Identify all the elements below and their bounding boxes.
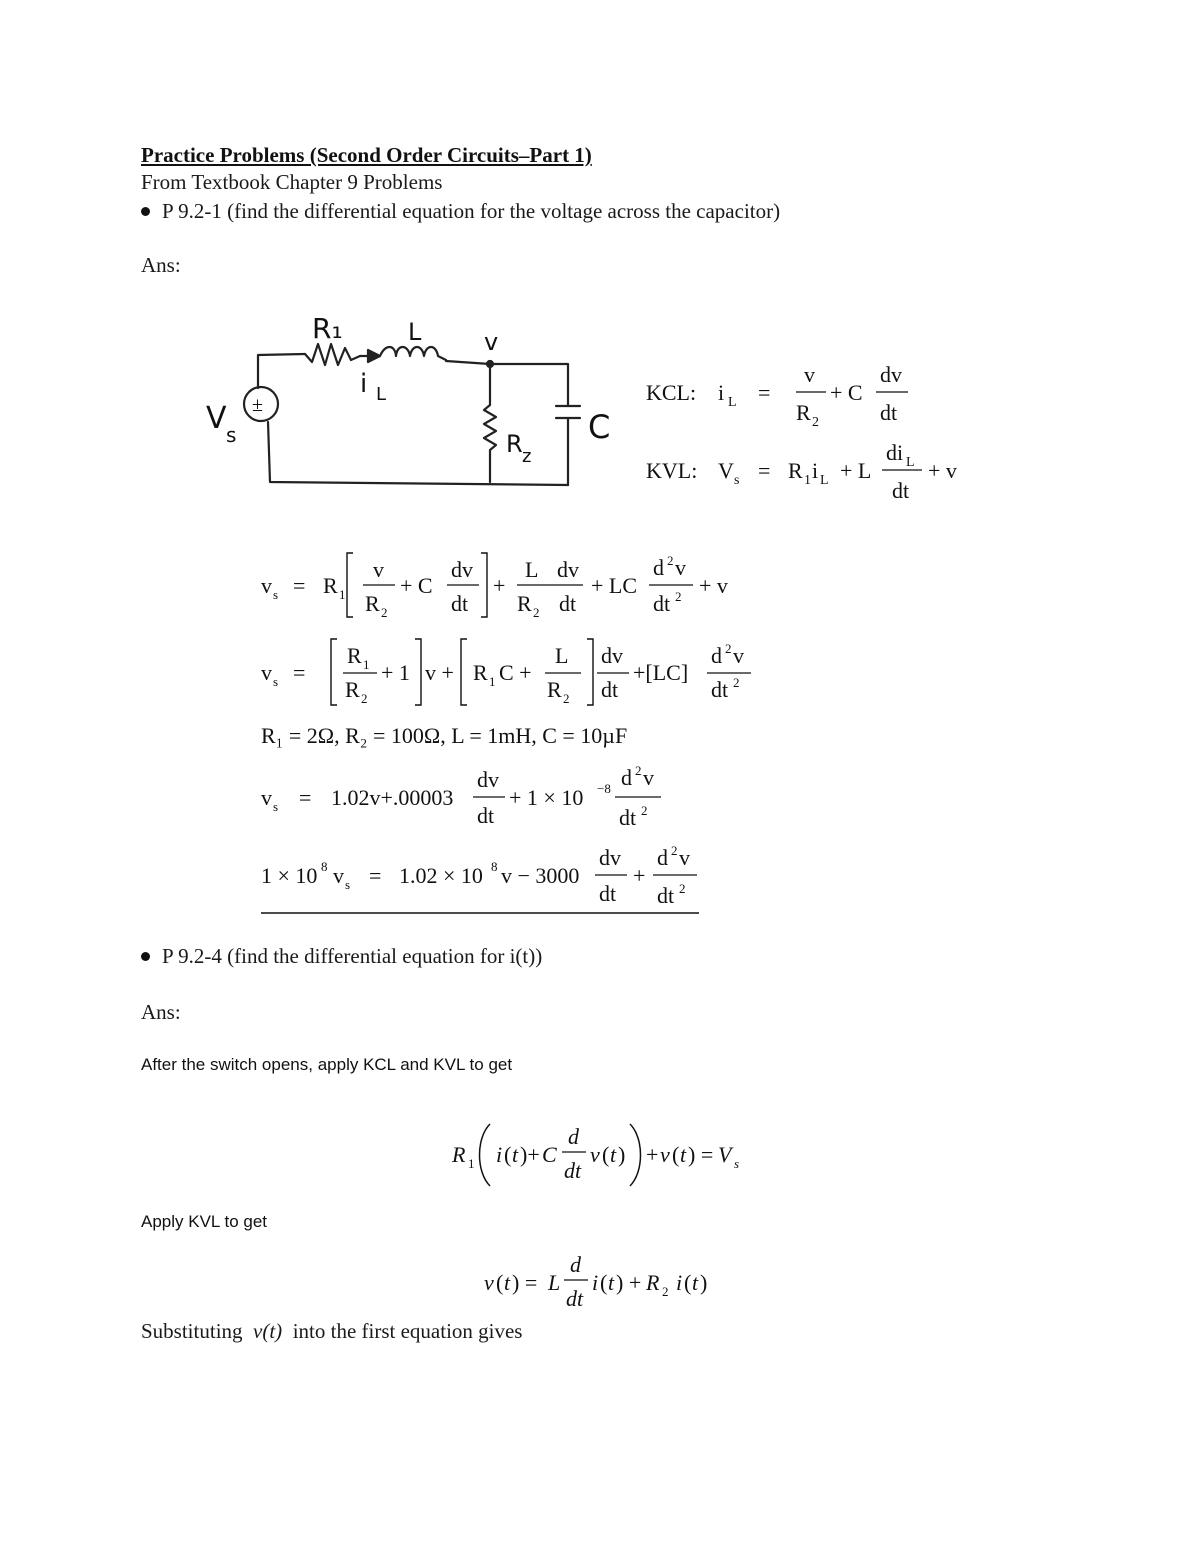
svg-text:R: R (347, 643, 362, 668)
svg-text:R: R (365, 591, 380, 616)
svg-text:s: s (273, 587, 279, 602)
svg-text:R: R (345, 677, 360, 702)
answer-label-2: Ans: (141, 1000, 181, 1024)
page-title: Practice Problems (Second Order Circuits–Part 1) (141, 143, 592, 167)
svg-text:R: R (788, 458, 803, 483)
svg-text:dt: dt (477, 803, 495, 828)
svg-text:d: d (568, 1124, 579, 1149)
svg-text:dt: dt (711, 677, 729, 702)
svg-text:+[LC]: +[LC] (633, 660, 689, 685)
svg-text:=: = (369, 863, 382, 888)
svg-text:=: = (293, 573, 306, 598)
derivation-equations (255, 545, 815, 925)
svg-text:=: = (299, 785, 312, 810)
svg-text:R: R (473, 660, 488, 685)
svg-text:2: 2 (725, 641, 732, 656)
svg-text:R: R (517, 591, 532, 616)
svg-text:dv: dv (557, 557, 579, 582)
svg-text:i: i (496, 1142, 503, 1167)
svg-text:dt: dt (657, 883, 675, 908)
svg-text:=: = (758, 458, 771, 483)
svg-text:v: v (675, 555, 686, 580)
svg-text:dt: dt (599, 881, 617, 906)
svg-text:1: 1 (489, 674, 496, 689)
v-of-t-symbol: v(t) (247, 1319, 288, 1343)
svg-text:(: ( (672, 1142, 680, 1167)
inductor-l (380, 347, 446, 360)
svg-text:+ 1: + 1 (381, 660, 410, 685)
svg-text:v: v (643, 765, 654, 790)
svg-text:1: 1 (804, 473, 811, 488)
svg-text:) =: ) = (688, 1142, 714, 1167)
source-sign: ± (252, 394, 263, 416)
svg-text:i: i (718, 380, 725, 405)
svg-text:R: R (452, 1142, 466, 1167)
svg-text:2: 2 (671, 843, 678, 858)
svg-text:L: L (820, 473, 829, 488)
substituting-pre: Substituting (141, 1319, 243, 1343)
svg-text:): ) (700, 1270, 708, 1295)
svg-text:+ LC: + LC (591, 573, 638, 598)
svg-text:dt: dt (559, 591, 577, 616)
svg-text:v: v (333, 863, 344, 888)
svg-text:+ C: + C (400, 573, 433, 598)
svg-text:t: t (608, 1270, 615, 1295)
svg-text:)+: )+ (520, 1142, 540, 1167)
svg-text:C +: C + (499, 660, 532, 685)
svg-text:t: t (692, 1270, 699, 1295)
svg-text:dt: dt (880, 400, 898, 425)
component-values: R₁ = 2Ω, R₂ = 100Ω, L = 1mH, C = 10µF (261, 723, 628, 748)
svg-text:2: 2 (641, 803, 648, 818)
svg-text:s: s (273, 799, 279, 814)
problem-2-label: P 9.2-4 (find the differential equation for i(t)) (162, 944, 543, 968)
svg-text:(: ( (684, 1270, 692, 1295)
label-r1: R₁ (312, 312, 343, 345)
svg-text:i: i (812, 458, 819, 483)
svg-text:dv: dv (599, 845, 621, 870)
svg-text:L: L (525, 557, 539, 582)
svg-text:1: 1 (363, 657, 370, 672)
equation-kvl (482, 1252, 732, 1316)
label-node-v: v (484, 328, 499, 356)
svg-text:v: v (733, 643, 744, 668)
circuit-diagram (200, 310, 630, 500)
svg-text:s: s (734, 473, 740, 488)
svg-text:di: di (886, 440, 904, 465)
svg-text:=: = (293, 660, 306, 685)
svg-text:2: 2 (812, 415, 819, 430)
svg-text:C: C (542, 1142, 557, 1167)
svg-text:R: R (646, 1270, 660, 1295)
svg-text:v: v (373, 557, 384, 582)
svg-text:v: v (660, 1142, 670, 1167)
label-r2-sub: z (522, 446, 532, 467)
current-arrow-icon (368, 350, 380, 362)
svg-text:d: d (621, 765, 632, 790)
svg-text:s: s (345, 877, 351, 892)
label-il: i (360, 369, 368, 399)
svg-text:L: L (548, 1270, 561, 1295)
label-il-sub: L (376, 384, 387, 405)
apply-kvl-text: Apply KVL to get (141, 1212, 268, 1231)
svg-text:2: 2 (733, 675, 740, 690)
svg-text:t: t (512, 1142, 519, 1167)
svg-text:): ) (618, 1142, 626, 1167)
svg-text:2: 2 (635, 763, 642, 778)
kcl-kvl-equations (640, 360, 980, 510)
svg-text:dt: dt (451, 591, 469, 616)
svg-text:2: 2 (662, 1284, 669, 1299)
svg-text:L: L (555, 643, 569, 668)
svg-text:1: 1 (339, 587, 346, 602)
svg-text:+ L: + L (840, 458, 872, 483)
svg-text:v: v (261, 573, 272, 598)
svg-text:2: 2 (381, 605, 388, 620)
svg-text:(: ( (602, 1142, 610, 1167)
subtitle: From Textbook Chapter 9 Problems (141, 170, 443, 194)
bullet-icon (141, 207, 150, 216)
svg-text:+ C: + C (830, 380, 863, 405)
svg-text:t: t (680, 1142, 687, 1167)
svg-text:i: i (676, 1270, 683, 1295)
svg-text:+ v: + v (699, 573, 728, 598)
svg-text:L: L (906, 455, 915, 470)
svg-text:dv: dv (601, 643, 623, 668)
svg-text:1.02v+.00003: 1.02v+.00003 (331, 785, 454, 810)
svg-text:) =: ) = (512, 1270, 538, 1295)
after-switch-text: After the switch opens, apply KCL and KVL to get (141, 1055, 513, 1074)
svg-text:dv: dv (451, 557, 473, 582)
svg-text:s: s (273, 674, 279, 689)
svg-text:1.02 × 10: 1.02 × 10 (399, 863, 483, 888)
svg-text:2: 2 (667, 553, 674, 568)
svg-text:2: 2 (675, 589, 682, 604)
svg-text:t: t (504, 1270, 511, 1295)
svg-text:2: 2 (563, 691, 570, 706)
svg-text:dt: dt (601, 677, 619, 702)
svg-text:v: v (261, 785, 272, 810)
svg-text:2: 2 (533, 605, 540, 620)
problem-2-item (141, 944, 542, 969)
svg-text:+ v: + v (928, 458, 957, 483)
svg-text:dt: dt (619, 805, 637, 830)
svg-text:2: 2 (361, 691, 368, 706)
svg-text:v: v (484, 1270, 494, 1295)
svg-text:t: t (610, 1142, 617, 1167)
svg-text:R: R (323, 573, 338, 598)
svg-text:V: V (718, 1142, 732, 1167)
svg-text:i: i (592, 1270, 599, 1295)
svg-text:dv: dv (477, 767, 499, 792)
svg-text:(: ( (504, 1142, 512, 1167)
resistor-r2 (484, 364, 496, 482)
svg-text:d: d (570, 1252, 581, 1277)
kcl-label: KCL: (646, 380, 697, 405)
svg-text:dt: dt (566, 1286, 584, 1311)
svg-text:1: 1 (468, 1156, 475, 1171)
wire-top-right (446, 361, 568, 406)
svg-text:+ 1 × 10: + 1 × 10 (509, 785, 584, 810)
svg-text:+: + (646, 1142, 659, 1167)
label-l: L (408, 318, 422, 346)
svg-text:v: v (261, 660, 272, 685)
svg-text:dt: dt (653, 591, 671, 616)
bullet-icon (141, 952, 150, 961)
svg-text:(: ( (600, 1270, 608, 1295)
equation-kcl-kvl (450, 1118, 770, 1190)
svg-text:dt: dt (892, 478, 910, 503)
svg-text:v: v (679, 845, 690, 870)
svg-text:R: R (796, 400, 811, 425)
svg-text:v: v (590, 1142, 600, 1167)
resistor-r1 (305, 344, 360, 365)
svg-text:d: d (711, 643, 722, 668)
svg-text:v − 3000: v − 3000 (501, 863, 580, 888)
svg-text:v +: v + (425, 660, 454, 685)
svg-text:v: v (804, 362, 815, 387)
problem-1-label: P 9.2-1 (find the differential equation for the voltage across the capacitor) (162, 199, 781, 223)
substituting-post: into the first equation gives (292, 1319, 523, 1343)
svg-text:d: d (657, 845, 668, 870)
label-c: C (588, 408, 611, 446)
svg-text:R: R (547, 677, 562, 702)
svg-text:=: = (758, 380, 771, 405)
svg-text:8: 8 (321, 859, 328, 874)
svg-text:dt: dt (564, 1158, 582, 1183)
svg-text:+: + (493, 573, 506, 598)
problem-1-item (141, 199, 780, 224)
svg-text:8: 8 (491, 859, 498, 874)
svg-text:) +: ) + (616, 1270, 642, 1295)
svg-text:1 × 10: 1 × 10 (261, 863, 318, 888)
label-vs-sub: s (226, 423, 237, 447)
svg-text:+: + (633, 863, 646, 888)
kvl-label: KVL: (646, 458, 698, 483)
svg-text:(: ( (496, 1270, 504, 1295)
label-r2: R (506, 430, 523, 458)
svg-text:d: d (653, 555, 664, 580)
svg-text:s: s (734, 1156, 740, 1171)
svg-text:−8: −8 (597, 781, 611, 796)
svg-text:L: L (728, 395, 737, 410)
wire-top-left (258, 354, 305, 388)
svg-text:V: V (718, 458, 734, 483)
svg-text:2: 2 (679, 881, 686, 896)
label-vs: V (206, 401, 227, 436)
answer-label-1: Ans: (141, 253, 181, 277)
substituting-text (141, 1319, 522, 1344)
svg-text:dv: dv (880, 362, 902, 387)
